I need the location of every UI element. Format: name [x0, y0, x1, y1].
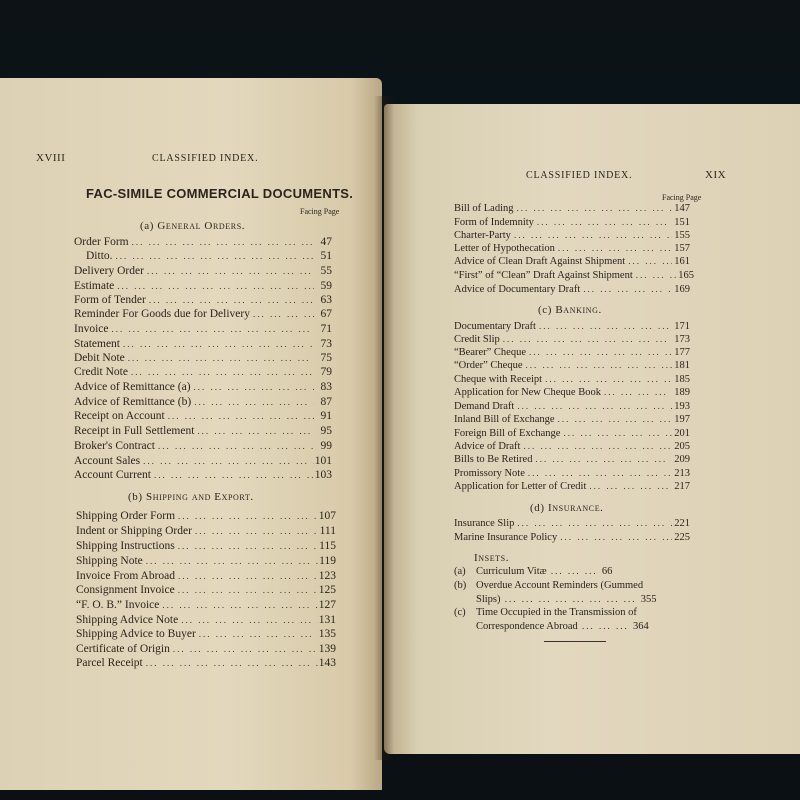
list-item: Delivery Order ... . 55: [74, 265, 332, 279]
group-marker: (b): [128, 491, 143, 503]
inset-title: Time Occupied in the Transmission of: [476, 607, 637, 618]
list-item: Debit Note ... . 75: [74, 352, 332, 366]
list-item: Shipping Instructions ... . 115: [76, 540, 336, 554]
list-item: Bills to Be Retired ... . 209: [454, 454, 690, 468]
list-item: Documentary Draft ... . 171: [454, 321, 690, 335]
list-item: Promissory Note ... . 213: [454, 468, 690, 482]
list-item: Receipt on Account ... . 91: [74, 410, 332, 424]
list-item: Marine Insurance Policy ... . 225: [454, 532, 690, 546]
list-item: Cheque with Receipt ... . 185: [454, 374, 690, 388]
list-item: Statement ... . 73: [74, 338, 332, 352]
group-marker: (d): [530, 502, 545, 514]
list-item: Shipping Advice Note ... . 131: [76, 614, 336, 628]
inset-title: Overdue Account Reminders (Gummed: [476, 580, 644, 591]
inset-title: Curriculum Vitæ: [476, 566, 547, 577]
list-item: Insurance Slip ... . 221: [454, 518, 690, 532]
list-item: Invoice ... . 71: [74, 323, 332, 337]
list-item: Form of Tender ... . 63: [74, 294, 332, 308]
inset-page: 364: [633, 621, 649, 632]
list-item: Application for New Cheque Book ... . 189: [454, 387, 690, 401]
group-label: Insurance.: [548, 502, 604, 514]
group-heading-shipping-export: [128, 491, 254, 503]
list-item: Consignment Invoice ... . 125: [76, 584, 336, 598]
list-item: Order Form ... . 47: [74, 236, 332, 250]
list-item: “F. O. B.” Invoice ... . 127: [76, 599, 336, 613]
list-item: Account Sales ... . 101: [74, 455, 332, 469]
group-marker: (a): [140, 220, 155, 232]
list-item: Demand Draft ... . 193: [454, 401, 690, 415]
list-item: Form of Indemnity ... . 151: [454, 217, 690, 231]
closing-rule: [544, 641, 606, 642]
insets-heading: Insets.: [474, 552, 510, 564]
inset-page: 66: [601, 566, 613, 577]
list-item: Broker's Contract ... . 99: [74, 440, 332, 454]
list-item: Ditto. ... . 51: [74, 250, 332, 264]
list-item: Credit Slip ... . 173: [454, 334, 690, 348]
list-item: Shipping Order Form ... . 107: [76, 510, 336, 524]
list-item: Advice of Remittance (b) ... . 87: [74, 396, 332, 410]
group-label: Banking.: [555, 304, 602, 316]
list-item: Certificate of Origin ... . 139: [76, 643, 336, 657]
list-item: Bill of Lading ... . 147: [454, 203, 690, 217]
list-item: Application for Letter of Credit ... . 217: [454, 481, 690, 495]
inset-item-c: [454, 607, 637, 618]
inset-marker: (c): [454, 607, 466, 618]
list-item: Receipt in Full Settlement ... . 95: [74, 425, 332, 439]
group-label: General Orders.: [157, 220, 246, 232]
left-facing-page-label: Facing Page: [300, 207, 340, 216]
right-running-head: CLASSIFIED INDEX.: [526, 170, 633, 181]
section-title: FAC-SIMILE COMMERCIAL DOCUMENTS.: [86, 186, 354, 201]
left-running-head: CLASSIFIED INDEX.: [152, 153, 259, 164]
list-item: Advice of Clean Draft Against Shipment ... . 161: [454, 256, 690, 270]
inset-marker: (a): [454, 566, 466, 577]
list-item: Parcel Receipt ... . 143: [76, 657, 336, 671]
list-item: Advice of Draft ... . 205: [454, 441, 690, 455]
list-item: Advice of Documentary Draft ... . 169: [454, 284, 690, 298]
group-heading-banking: [538, 304, 602, 316]
list-item: Reminder For Goods due for Delivery ... . 67: [74, 308, 332, 322]
inset-page: 355: [640, 594, 657, 605]
group-marker: (c): [538, 304, 553, 316]
inset-item-a: (a) Curriculum Vitæ ... ... ... 66: [454, 566, 613, 577]
inset-item-c-cont: Correspondence Abroad ... ... ... 364: [476, 621, 649, 632]
list-item: Shipping Advice to Buyer ... . 135: [76, 628, 336, 642]
right-page-number: XIX: [705, 169, 727, 181]
list-item: Inland Bill of Exchange ... . 197: [454, 414, 690, 428]
list-item: “Order” Cheque ... . 181: [454, 360, 690, 374]
list-item: Indent or Shipping Order ... . 111: [76, 525, 336, 539]
group-label: Shipping and Export.: [146, 491, 254, 503]
book-gutter: [374, 96, 394, 760]
list-item: Invoice From Abroad ... . 123: [76, 570, 336, 584]
list-item: Account Current ... . 103: [74, 469, 332, 483]
inset-item-b-cont: Slips) ... ... ... ... ... ... ... ... 355: [476, 594, 657, 605]
inset-marker: (b): [454, 580, 467, 591]
list-item: Foreign Bill of Exchange ... . 201: [454, 428, 690, 442]
right-facing-page-label: Facing Page: [662, 193, 702, 202]
list-item: Advice of Remittance (a) ... . 83: [74, 381, 332, 395]
inset-title-cont: Correspondence Abroad: [476, 621, 578, 632]
list-item: “First” of “Clean” Draft Against Shipment ... . 165: [454, 270, 694, 284]
group-heading-insurance: [530, 502, 604, 514]
list-item: “Bearer” Cheque ... . 177: [454, 347, 690, 361]
inset-title-cont: Slips): [476, 594, 501, 605]
left-page-number: XVIII: [36, 152, 66, 164]
list-item: Credit Note ... . 79: [74, 366, 332, 380]
group-heading-general-orders: [140, 220, 245, 232]
list-item: Estimate ... . 59: [74, 280, 332, 294]
inset-item-b: [454, 580, 643, 591]
list-item: Charter-Party ... . 155: [454, 230, 690, 244]
list-item: Shipping Note ... . 119: [76, 555, 336, 569]
list-item: Letter of Hypothecation ... . 157: [454, 243, 690, 257]
